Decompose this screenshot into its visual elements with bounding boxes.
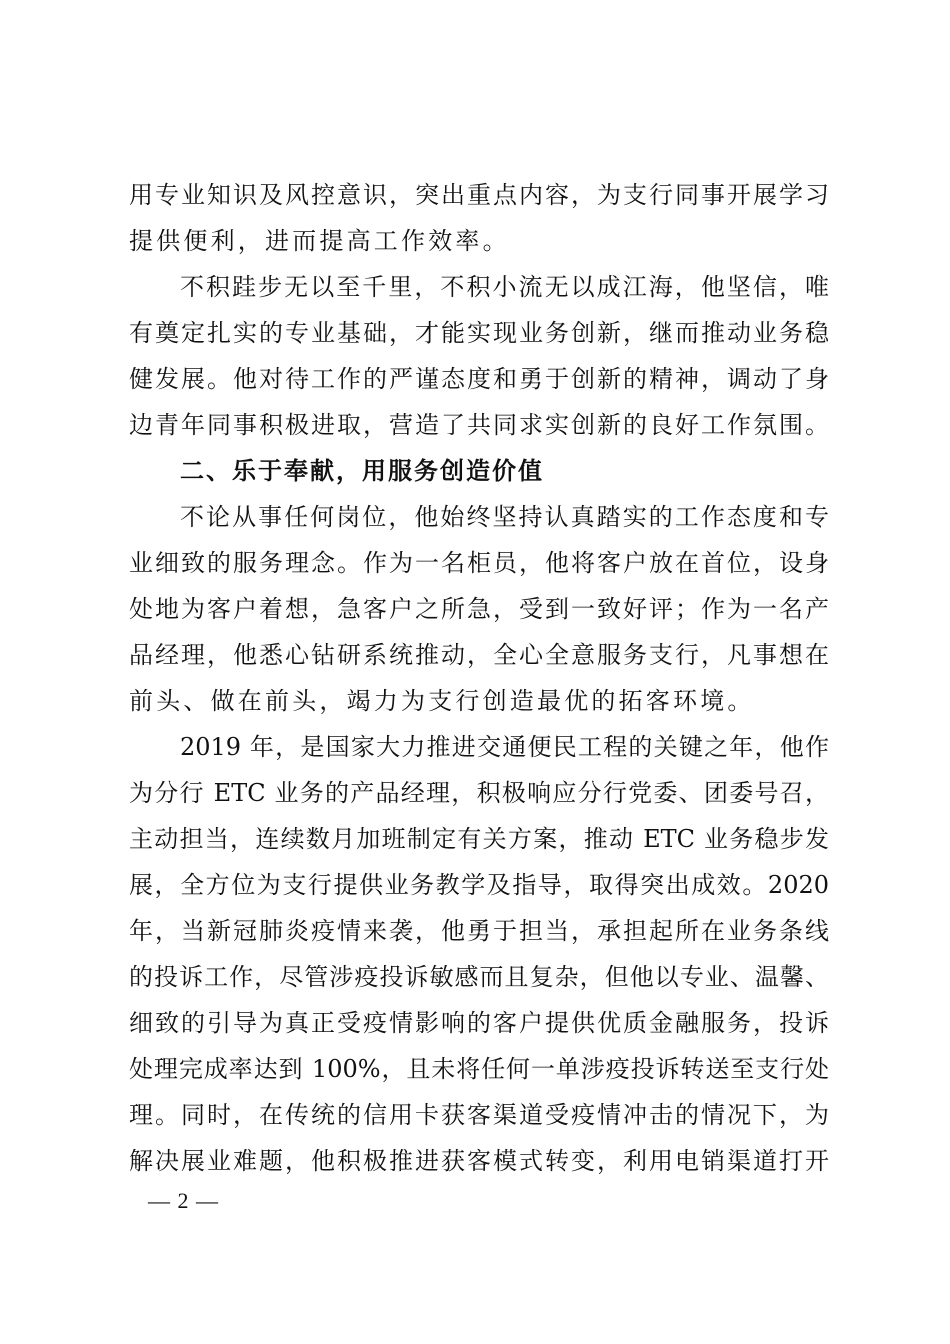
text-line: 不论从事任何岗位，他始终坚持认真踏实的工作态度和专 xyxy=(180,503,829,531)
text-line: 为分行 ETC 业务的产品经理，积极响应分行党委、团委号召， xyxy=(129,779,829,807)
text-line: 展，全方位为支行提供业务教学及指导，取得突出成效。2020 xyxy=(129,871,829,899)
text-line: 不积跬步无以至千里，不积小流无以成江海，他坚信，唯 xyxy=(180,273,829,301)
text-line: 的投诉工作，尽管涉疫投诉敏感而且复杂，但他以专业、温馨、 xyxy=(129,963,829,991)
text-line: 2019 年，是国家大力推进交通便民工程的关键之年，他作 xyxy=(180,733,829,761)
text-line: 解决展业难题，他积极推进获客模式转变，利用电销渠道打开 xyxy=(129,1147,829,1175)
document-body xyxy=(129,172,829,1184)
text-line: 边青年同事积极进取，营造了共同求实创新的良好工作氛围。 xyxy=(129,411,829,439)
page-number: — 2 — xyxy=(148,1188,219,1213)
text-line: 主动担当，连续数月加班制定有关方案，推动 ETC 业务稳步发 xyxy=(129,825,829,853)
text-line: 处理完成率达到 100%，且未将任何一单涉疫投诉转送至支行处 xyxy=(129,1055,829,1083)
text-line: 处地为客户着想，急客户之所急，受到一致好评；作为一名产 xyxy=(129,595,829,623)
section-heading-text: 二、乐于奉献，用服务创造价值 xyxy=(180,457,544,485)
text-line: 年，当新冠肺炎疫情来袭，他勇于担当，承担起所在业务条线 xyxy=(129,917,829,945)
section-heading xyxy=(129,448,829,494)
paragraph-3 xyxy=(129,494,829,724)
text-line: 品经理，他悉心钻研系统推动，全心全意服务支行，凡事想在 xyxy=(129,641,829,669)
paragraph-2 xyxy=(129,264,829,448)
paragraph-4 xyxy=(129,724,829,1184)
text-line: 有奠定扎实的专业基础，才能实现业务创新，继而推动业务稳 xyxy=(129,319,829,347)
text-line: 业细致的服务理念。作为一名柜员，他将客户放在首位，设身 xyxy=(129,549,829,577)
text-line: 细致的引导为真正受疫情影响的客户提供优质金融服务，投诉 xyxy=(129,1009,829,1037)
text-line: 理。同时，在传统的信用卡获客渠道受疫情冲击的情况下，为 xyxy=(129,1101,829,1129)
text-line: 提供便利，进而提高工作效率。 xyxy=(129,227,510,255)
text-line: 用专业知识及风控意识，突出重点内容，为支行同事开展学习 xyxy=(129,181,829,209)
text-line: 健发展。他对待工作的严谨态度和勇于创新的精神，调动了身 xyxy=(129,365,829,393)
paragraph-1 xyxy=(129,172,829,264)
text-line: 前头、做在前头，竭力为支行创造最优的拓客环境。 xyxy=(129,687,755,715)
